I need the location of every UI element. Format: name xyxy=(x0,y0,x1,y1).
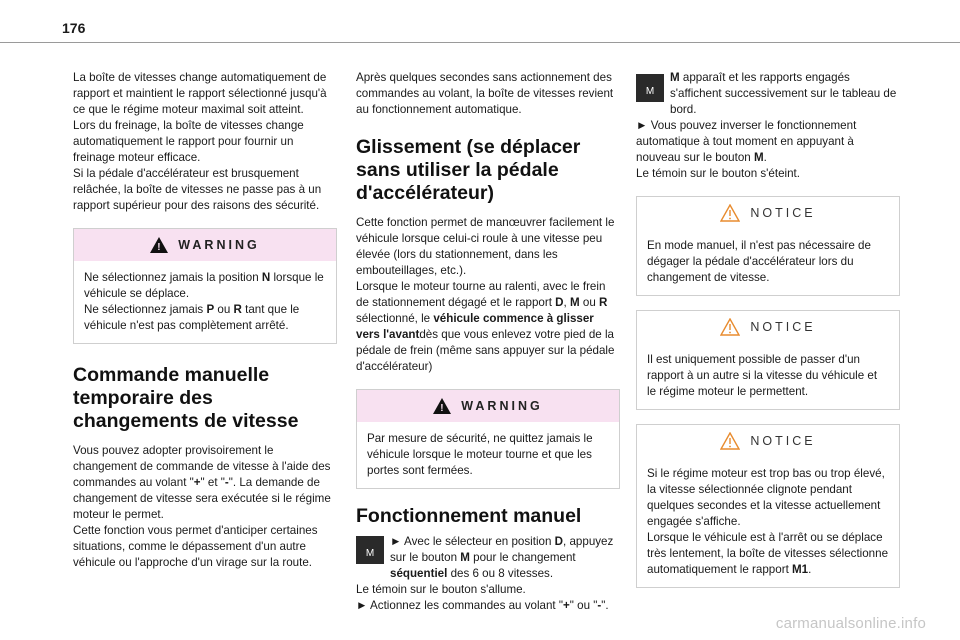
warning-icon xyxy=(433,398,451,414)
warning-text: Par mesure de sécurité, ne quittez jamais le véhicule lorsque le moteur tourne et que les portes sont fermées. xyxy=(367,432,593,477)
m-indicator-icon: M xyxy=(636,74,664,102)
section-heading: Fonctionnement manuel xyxy=(356,505,582,527)
paragraph: ► Actionnez les commandes au volant "+" ou "-". xyxy=(356,599,609,612)
notice-title: NOTICE xyxy=(750,434,816,448)
warning-body xyxy=(357,422,619,488)
warning-text: Ne sélectionnez jamais P ou R tant que le véhicule n'est pas complètement arrêté. xyxy=(84,303,300,332)
paragraph: M apparaît et les rapports engagés s'affichent successivement sur le tableau de bord. xyxy=(670,71,897,116)
warning-body xyxy=(74,261,336,343)
notice-title: NOTICE xyxy=(750,206,816,220)
paragraph: Lorsque le moteur tourne au ralenti, avec le frein de stationnement dégagé et le rapport D, M ou R sélectionné, le véhicule commence à glisser vers l'avantdès que vous enlevez votre pied de la pédale de frein (même sans appuyer sur la pédale d'accélérateur) xyxy=(356,280,615,373)
notice-icon xyxy=(720,432,740,450)
notice-header xyxy=(637,425,899,457)
warning-text: Ne sélectionnez jamais la position N lorsque le véhicule se déplace. xyxy=(84,271,324,300)
paragraph: Le témoin sur le bouton s'éteint. xyxy=(636,167,800,180)
notice-box xyxy=(636,310,900,410)
paragraph: Lors du freinage, la boîte de vitesses change automatiquement le rapport pour fournir un freinage moteur efficace. xyxy=(73,119,304,164)
notice-text: Il est uniquement possible de passer d'un rapport à un autre si la vitesse du véhicule et le régime moteur le permettent. xyxy=(647,353,878,398)
header-rule xyxy=(0,42,960,43)
paragraph: Après quelques secondes sans actionnement des commandes au volant, la boîte de vitesses revient au fonctionnement automatique. xyxy=(356,71,614,116)
notice-header xyxy=(637,197,899,229)
section-heading: Glissement (se déplacer sans utiliser la pédale d'accélérateur) xyxy=(356,136,581,204)
paragraph: Vous pouvez adopter provisoirement le changement de commande de vitesse à l'aide des commandes au volant "+" et "-". La demande de changement de vitesse sera exécutée si le régime moteur le permet. xyxy=(73,444,331,521)
notice-header xyxy=(637,311,899,343)
m-button-icon: M xyxy=(356,536,384,564)
paragraph: Si la pédale d'accélérateur est brusquement relâchée, la boîte de vitesses ne passe pas à un rapport supérieur pour des raisons des sécurité. xyxy=(73,167,322,212)
paragraph: Le témoin sur le bouton s'allume. xyxy=(356,583,526,596)
notice-text: Si le régime moteur est trop bas ou trop élevé, la vitesse sélectionnée clignote pendant quelques secondes et la vitesse actuellement engagée s'affiche. xyxy=(647,467,885,528)
paragraph: Cette fonction permet de manœuvrer facilement le véhicule lorsque celui-ci roule à une vitesse peu élevée (lors du stationnement, dans les embouteillages, etc.). xyxy=(356,216,615,277)
notice-body xyxy=(637,343,899,409)
notice-body xyxy=(637,229,899,295)
column-3 xyxy=(636,70,900,588)
page-number: 176 xyxy=(62,20,86,36)
manual-indicator-row xyxy=(636,70,900,118)
warning-header xyxy=(74,229,336,261)
section-heading: Commande manuelle temporaire des changements de vitesse xyxy=(73,364,299,432)
warning-header xyxy=(357,390,619,422)
warning-title: WARNING xyxy=(461,399,543,413)
column-1 xyxy=(73,70,337,571)
notice-icon xyxy=(720,204,740,222)
paragraph: ► Avec le sélecteur en position D, appuyez sur le bouton M pour le changement séquentiel des 6 ou 8 vitesses. xyxy=(390,535,614,580)
paragraph: La boîte de vitesses change automatiquement de rapport et maintient le rapport sélectionné jusqu'à ce que le régime moteur maximal soit atteint. xyxy=(73,71,327,116)
warning-icon xyxy=(150,237,168,253)
notice-icon xyxy=(720,318,740,336)
paragraph: ► Vous pouvez inverser le fonctionnement automatique à tout moment en appuyant à nouveau sur le bouton M. xyxy=(636,119,857,164)
notice-body xyxy=(637,457,899,587)
notice-box xyxy=(636,196,900,296)
notice-box xyxy=(636,424,900,588)
manual-mode-row xyxy=(356,534,620,582)
notice-text: En mode manuel, il n'est pas nécessaire de dégager la pédale d'accélérateur lors du changement de vitesse. xyxy=(647,239,871,284)
warning-title: WARNING xyxy=(178,238,260,252)
warning-box xyxy=(73,228,337,344)
column-2 xyxy=(356,70,620,614)
watermark: carmanualsonline.info xyxy=(775,615,926,632)
notice-text: Lorsque le véhicule est à l'arrêt ou se déplace très lentement, la boîte de vitesses sélectionne automatiquement le rapport M1. xyxy=(647,531,889,576)
notice-title: NOTICE xyxy=(750,320,816,334)
warning-box xyxy=(356,389,620,489)
paragraph: Cette fonction vous permet d'anticiper certaines situations, comme le dépassement d'un autre véhicule ou l'approche d'un virage sur la route. xyxy=(73,524,318,569)
